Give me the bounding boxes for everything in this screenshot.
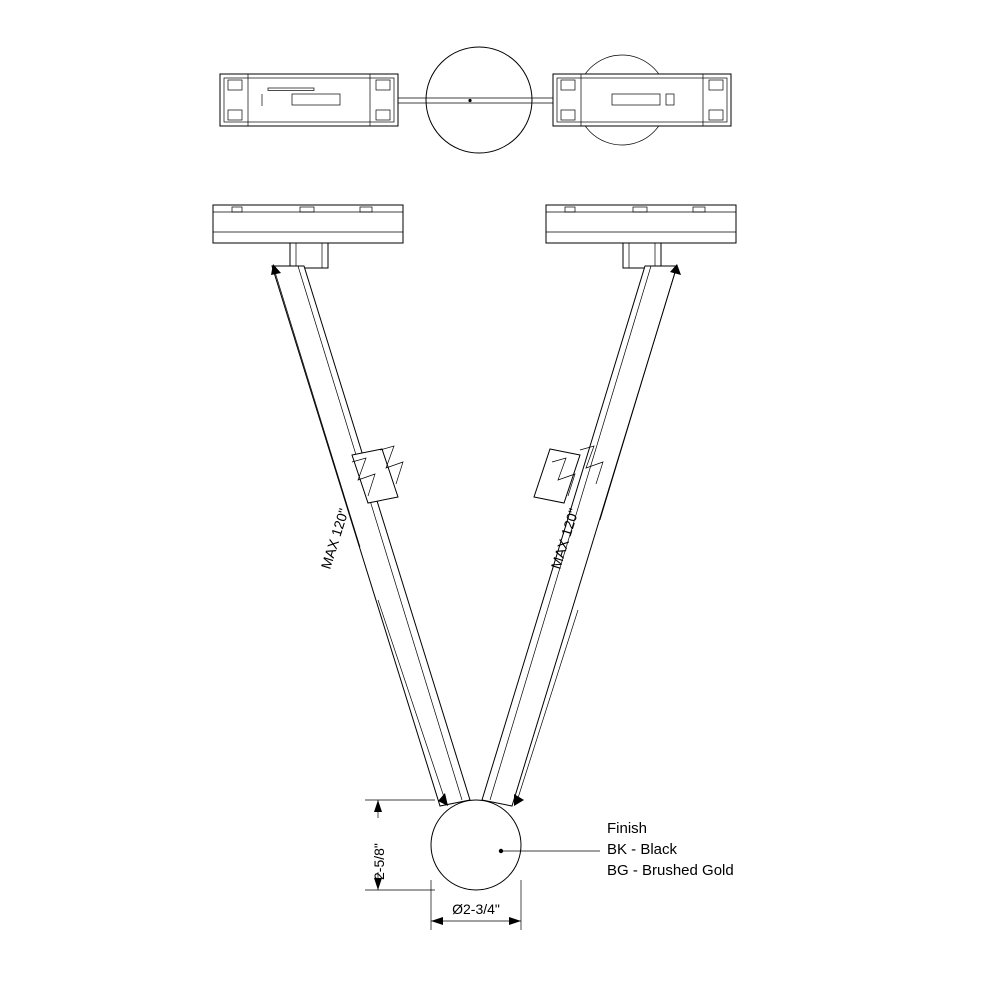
finish-option-bk: BK - Black — [607, 841, 678, 858]
cord-right — [482, 266, 677, 806]
dim-diameter-label: Ø2-3/4" — [452, 901, 500, 917]
sphere-elevation — [431, 800, 521, 890]
canopy-plan-left-slot — [292, 94, 340, 105]
cord-left-inner-line — [298, 266, 462, 800]
dim-diameter-arrow-right — [509, 917, 521, 925]
dimension-cord-right-label: MAX 120" — [547, 506, 582, 571]
cord-left — [272, 266, 470, 806]
dim-height-arrow-top — [374, 800, 382, 812]
dim-height-label: 2-5/8" — [371, 843, 387, 880]
finish-option-bg: BG - Brushed Gold — [607, 862, 734, 879]
top-view — [220, 47, 731, 153]
cord-right-body — [482, 266, 677, 806]
dim-diameter-arrow-left — [431, 917, 443, 925]
canopy-plan-right-slot — [612, 94, 660, 105]
canopy-plan-left — [220, 74, 398, 126]
cord-left-body — [272, 266, 470, 806]
cord-right-break-mask — [534, 449, 580, 503]
canopy-elev-right-body — [546, 205, 736, 243]
finish-legend-heading: Finish — [607, 820, 648, 837]
canopy-elev-left — [213, 205, 403, 268]
canopy-plan-right — [553, 74, 731, 126]
cord-plan-center-dot — [468, 99, 471, 102]
front-elevation — [213, 205, 736, 890]
canopy-elev-right — [546, 205, 736, 268]
canopy-elev-left-body — [213, 205, 403, 243]
dimension-cord-left-label: MAX 120" — [317, 506, 352, 571]
sphere-plan-circle — [426, 47, 532, 153]
finish-legend — [607, 818, 734, 881]
